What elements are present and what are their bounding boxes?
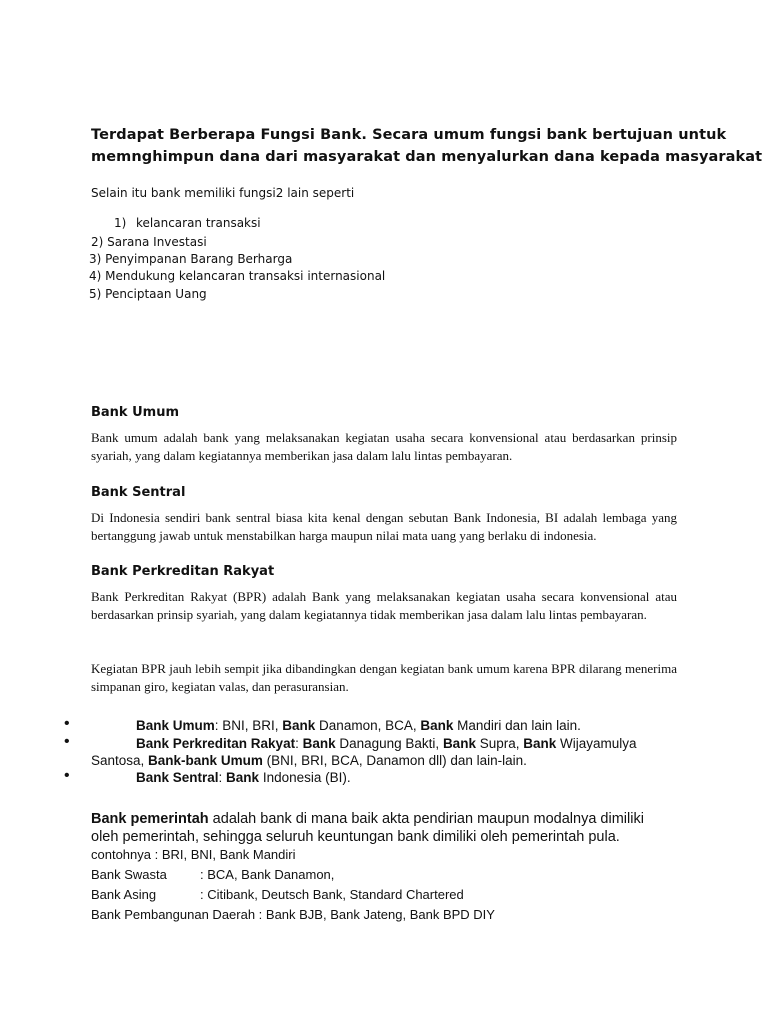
type-label-asing: Bank Asing [91, 887, 157, 902]
type-value-asing: : Citibank, Deutsch Bank, Standard Chartered [200, 887, 464, 902]
bullet-bpr-continued: Santosa, Bank-bank Umum (BNI, BRI, BCA, Danamon dll) dan lain-lain. [91, 753, 527, 768]
type-label-swasta: Bank Swasta [91, 867, 167, 882]
heading-bank-perkreditan-rakyat: Bank Perkreditan Rakyat [91, 564, 275, 579]
type-bpd: Bank Pembangunan Daerah : Bank BJB, Bank Jateng, Bank BPD DIY [91, 907, 495, 922]
intro-text: Selain itu bank memiliki fungsi2 lain seperti [91, 186, 355, 200]
function-item-5: 5) Penciptaan Uang [89, 287, 207, 301]
function-item-1: kelancaran transaksi [136, 216, 261, 230]
paragraph-bpr-2: Kegiatan BPR jauh lebih sempit jika dibandingkan dengan kegiatan bank umum karena BPR dilarang menerima simpanan giro, kegiatan valas, dan perasuransian. [91, 661, 677, 694]
type-value-swasta: : BCA, Bank Danamon, [200, 867, 335, 882]
function-item-2: 2) Sarana Investasi [91, 235, 207, 249]
bullet-bank-sentral: Bank Sentral: Bank Indonesia (BI). [136, 770, 351, 785]
function-item-4: 4) Mendukung kelancaran transaksi internasional [89, 269, 386, 283]
bullet-icon: • [64, 733, 70, 750]
pemerintah-line-1: Bank pemerintah adalah bank di mana baik akta pendirian maupun modalnya dimiliki [91, 811, 644, 827]
heading-bank-umum: Bank Umum [91, 405, 180, 420]
function-item-3: 3) Penyimpanan Barang Berharga [89, 252, 293, 266]
function-num-1: 1) [114, 216, 127, 230]
title-line-1: Terdapat Berberapa Fungsi Bank. Secara umum fungsi bank bertujuan untuk [91, 127, 727, 143]
paragraph-bank-sentral: Di Indonesia sendiri bank sentral biasa kita kenal dengan sebutan Bank Indonesia, BI adalah lembaga yang bertanggung jawab untuk menstabilkan harga maupun nilai mata uang yang berlaku di indonesia. [91, 510, 677, 543]
heading-bank-sentral: Bank Sentral [91, 485, 186, 500]
bullet-bpr: Bank Perkreditan Rakyat: Bank Danagung Bakti, Bank Supra, Bank Wijayamulya [136, 736, 637, 751]
bullet-icon: • [64, 767, 70, 784]
title-line-2: memnghimpun dana dari masyarakat dan menyalurkan dana kepada masyarakat [91, 149, 763, 165]
bullet-bank-umum: Bank Umum: BNI, BRI, Bank Danamon, BCA, Bank Mandiri dan lain lain. [136, 718, 581, 733]
pemerintah-contoh: contohnya : BRI, BNI, Bank Mandiri [91, 847, 296, 862]
pemerintah-line-2: oleh pemerintah, sehingga seluruh keuntungan bank dimiliki oleh pemerintah pula. [91, 829, 620, 845]
bullet-icon: • [64, 715, 70, 732]
paragraph-bank-umum: Bank umum adalah bank yang melaksanakan kegiatan usaha secara konvensional atau berdasarkan prinsip syariah, yang dalam kegiatannya memberikan jasa dalam lalu lintas pembayaran. [91, 430, 677, 463]
paragraph-bpr-1: Bank Perkreditan Rakyat (BPR) adalah Bank yang melaksanakan kegiatan usaha secara konvensional atau berdasarkan prinsip syariah, yang dalam kegiatannya tidak memberikan jasa dalam lalu lintas pembayaran. [91, 589, 677, 622]
